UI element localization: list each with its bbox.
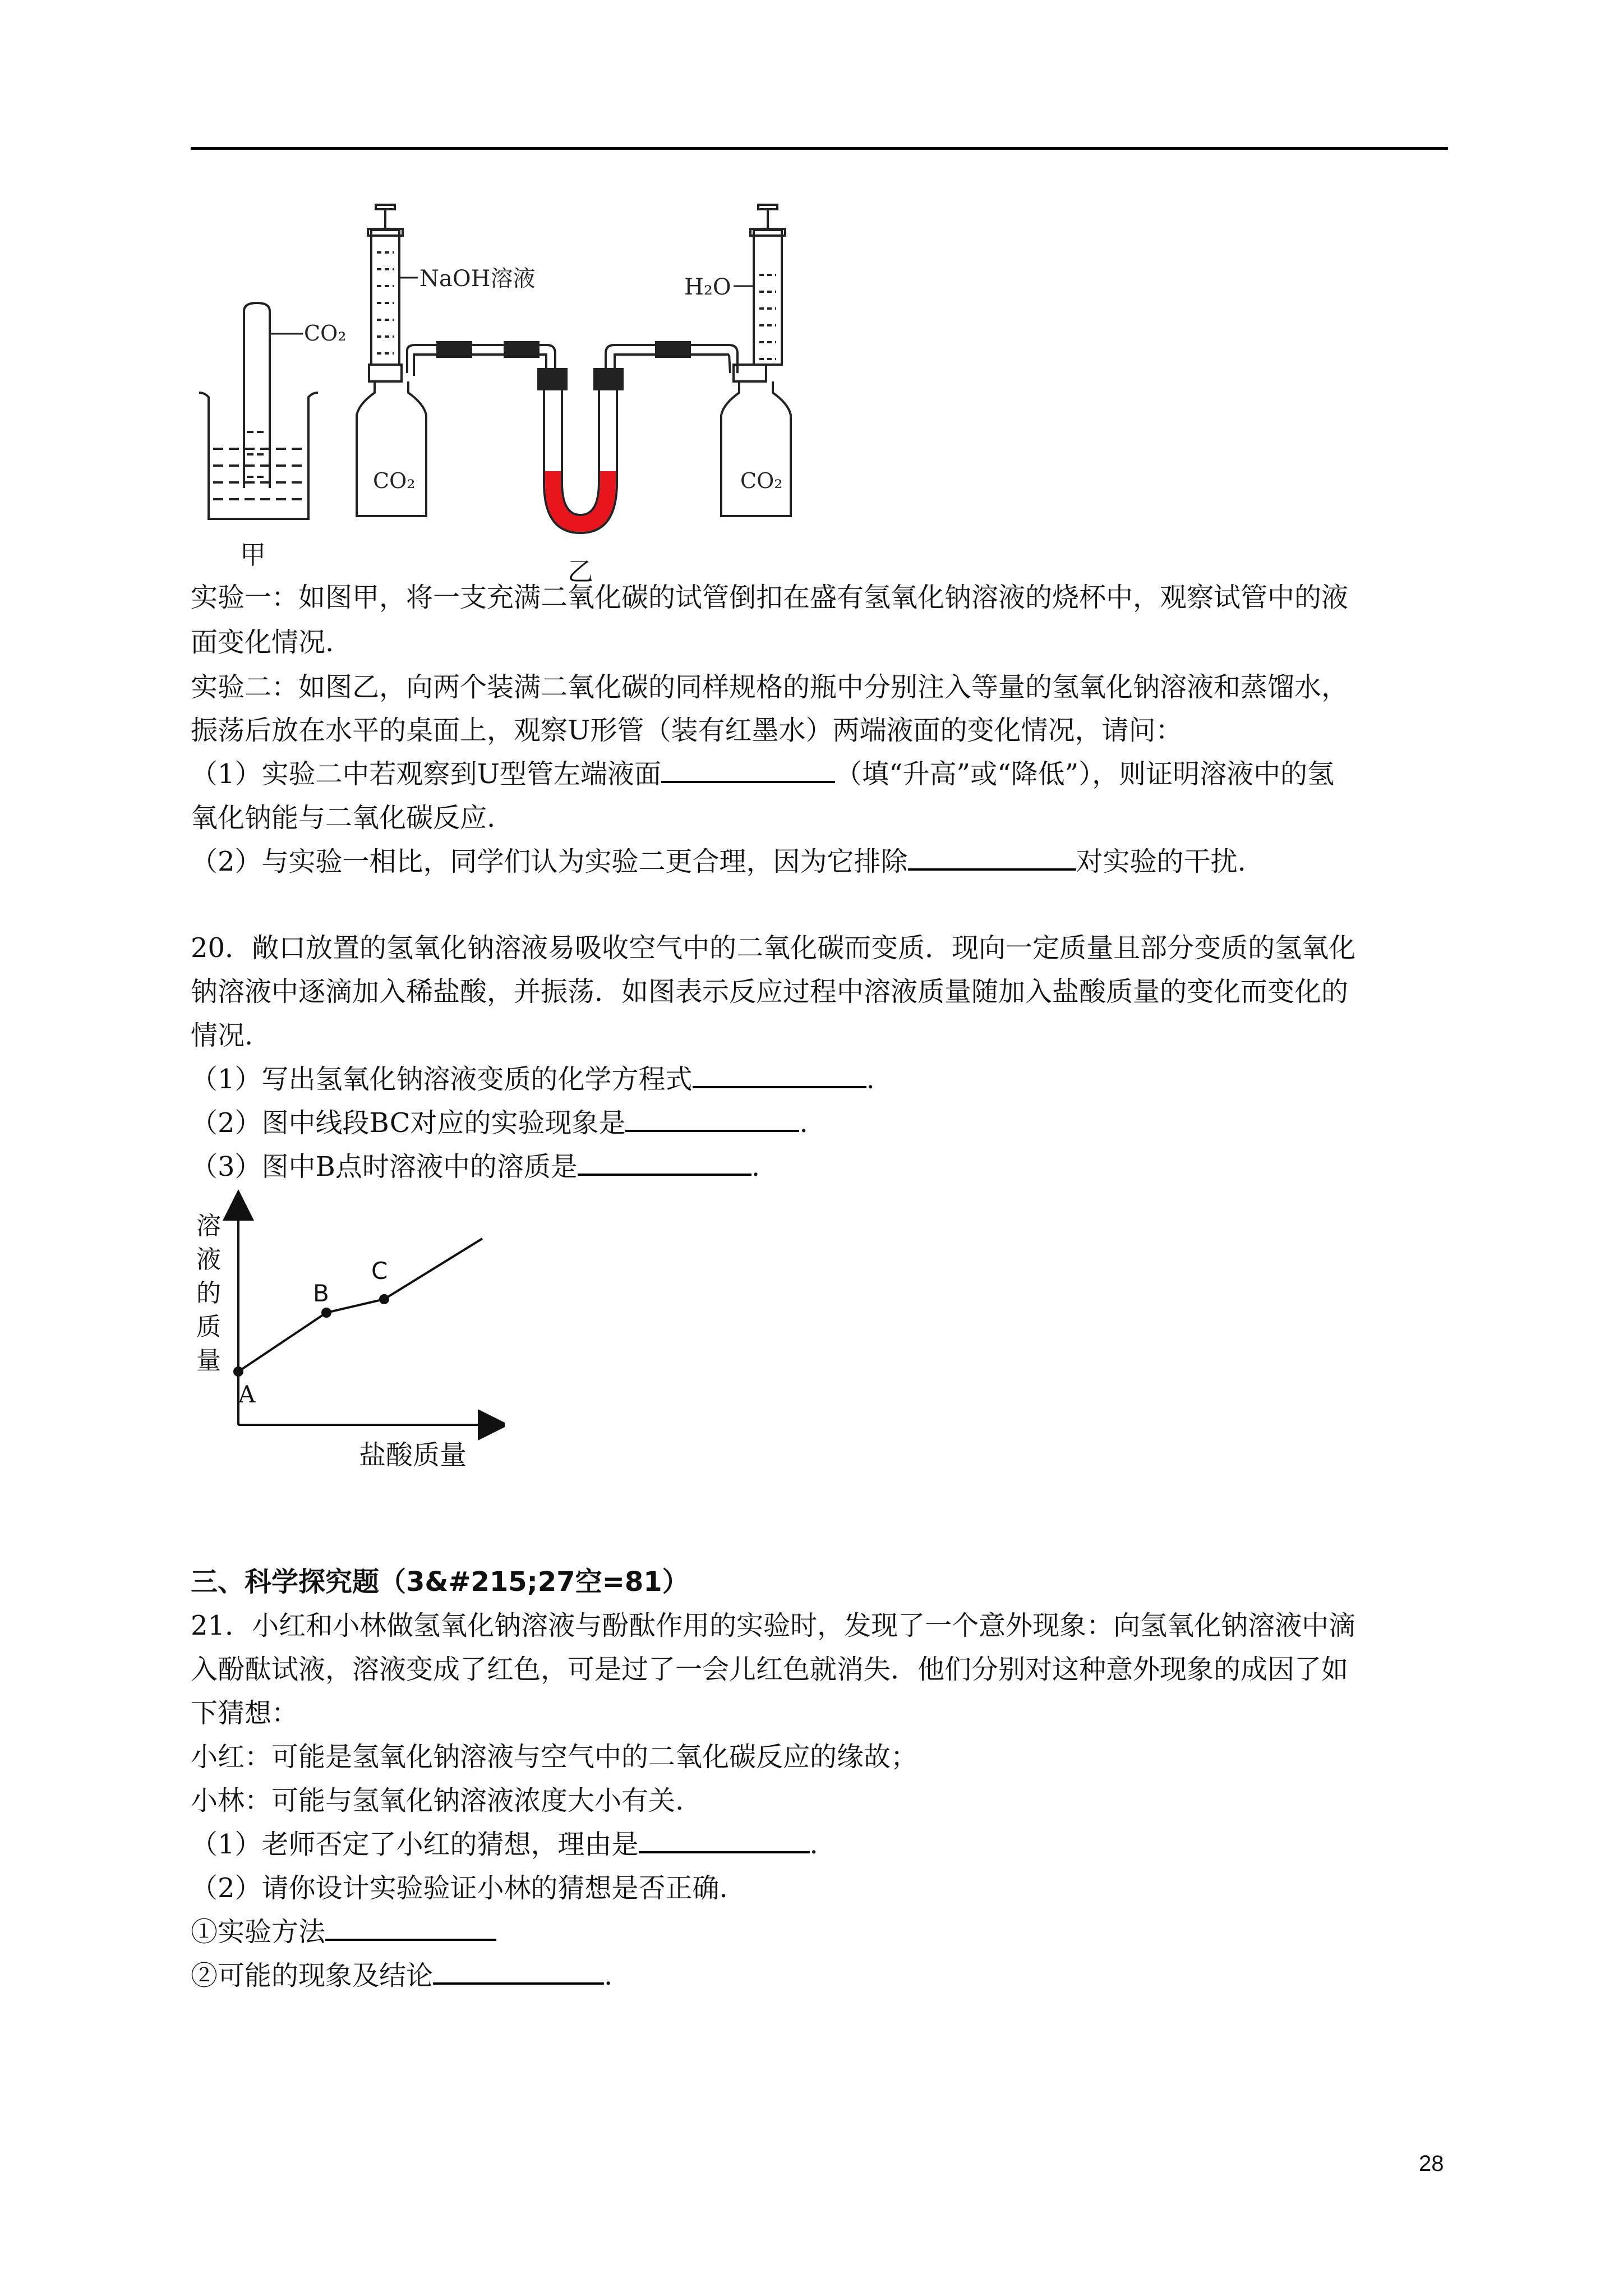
- text-line: 实验二：如图乙，向两个装满二氧化碳的同样规格的瓶中分别注入等量的氢氧化钠溶液和蒸馏水，: [191, 671, 1349, 703]
- point-c: [379, 1294, 389, 1304]
- naoh-label: NaOH溶液: [419, 266, 536, 292]
- text-line: （2）请你设计实验验证小林的猜想是否正确.: [191, 1872, 728, 1904]
- text-line: 氧化钠能与二氧化碳反应.: [191, 802, 496, 834]
- left-tubing: [407, 342, 555, 376]
- point-a-label: A: [238, 1381, 256, 1408]
- answer-blank[interactable]: [908, 846, 1076, 871]
- question-line: （1）实验二中若观察到U型管左端液面 （填“升高”或“降低”），则证明溶液中的氢: [191, 758, 1335, 790]
- answer-blank[interactable]: [661, 758, 835, 783]
- right-bottle: [721, 365, 791, 516]
- caption-yi: 乙: [568, 556, 593, 587]
- tube-gas-label: CO₂: [304, 321, 347, 346]
- question-line: （1）老师否定了小红的猜想，理由是 .: [191, 1829, 818, 1860]
- question-line: （2）与实验一相比，同学们认为实验二更合理，因为它排除 对实验的干扰.: [191, 846, 1246, 877]
- answer-blank[interactable]: [433, 1960, 604, 1985]
- mass-graph: [191, 1189, 505, 1481]
- text-line: 实验一：如图甲，将一支充满二氧化碳的试管倒扣在盛有氢氧化钠溶液的烧杯中，观察试管中的液: [191, 582, 1349, 613]
- bottle-left-label: CO₂: [373, 468, 416, 493]
- question-line: ①实验方法: [191, 1910, 1453, 1954]
- question-line: （3）图中B点时溶液中的溶质是 .: [191, 1151, 760, 1182]
- apparatus-figure: [191, 191, 886, 595]
- right-tubing: [606, 342, 737, 373]
- left-bottle: [357, 365, 426, 516]
- text-line: 振荡后放在水平的桌面上，观察U形管（装有红墨水）两端液面的变化情况，请问：: [191, 715, 1183, 746]
- text-line: 小林：可能与氢氧化钠溶液浓度大小有关.: [191, 1785, 684, 1816]
- y-label-3: 的: [196, 1279, 221, 1308]
- question-line: （1）写出氢氧化钠溶液变质的化学方程式 .: [191, 1064, 875, 1095]
- answer-blank[interactable]: [625, 1107, 799, 1132]
- y-label-4: 质: [196, 1313, 221, 1341]
- y-label-1: 溶: [196, 1212, 221, 1240]
- y-label-5: 量: [196, 1346, 221, 1375]
- question-line: ②可能的现象及结论 .: [191, 1960, 613, 1991]
- text-line: 入酚酞试液，溶液变成了红色，可是过了一会儿红色就消失．他们分别对这种意外现象的成因了如: [191, 1654, 1349, 1685]
- right-syringe: [734, 205, 785, 365]
- u-tube: [538, 369, 623, 533]
- question-line: （2）图中线段BC对应的实验现象是 .: [191, 1107, 808, 1139]
- beaker-apparatus: [199, 303, 318, 519]
- page-number: 28: [1419, 2151, 1444, 2176]
- water-label: H₂O: [684, 274, 731, 300]
- section-heading: 三、科学探究题（3&#215;27空=81）: [191, 1566, 689, 1598]
- text-line: 21．小红和小林做氢氧化钠溶液与酚酞作用的实验时，发现了一个意外现象：向氢氧化钠溶液中滴: [191, 1610, 1356, 1641]
- text-line: 20．敞口放置的氢氧化钠溶液易吸收空气中的二氧化碳而变质．现向一定质量且部分变质的氢氧化: [191, 932, 1356, 964]
- answer-blank[interactable]: [578, 1151, 751, 1176]
- y-label-2: 液: [196, 1245, 221, 1274]
- caption-jia: 甲: [240, 540, 266, 570]
- bottle-right-label: CO₂: [740, 468, 783, 493]
- header-rule: [191, 147, 1448, 150]
- answer-blank[interactable]: [325, 1916, 496, 1941]
- text-line: 面变化情况.: [191, 627, 334, 658]
- text-line: 钠溶液中逐滴加入稀盐酸，并振荡．如图表示反应过程中溶液质量随加入盐酸质量的变化而变化的: [191, 976, 1349, 1007]
- data-line: [238, 1239, 482, 1372]
- left-syringe: [368, 205, 418, 365]
- text-line: 下猜想：: [191, 1697, 299, 1729]
- point-c-label: C: [371, 1257, 388, 1285]
- answer-blank[interactable]: [639, 1829, 810, 1853]
- text-line: 小红：可能是氢氧化钠溶液与空气中的二氧化碳反应的缘故；: [191, 1741, 918, 1773]
- text-line: 情况.: [191, 1020, 253, 1051]
- point-b: [321, 1308, 331, 1318]
- point-b-label: B: [313, 1280, 329, 1307]
- point-a: [233, 1366, 243, 1377]
- x-axis-label: 盐酸质量: [359, 1439, 467, 1471]
- answer-blank[interactable]: [693, 1064, 866, 1088]
